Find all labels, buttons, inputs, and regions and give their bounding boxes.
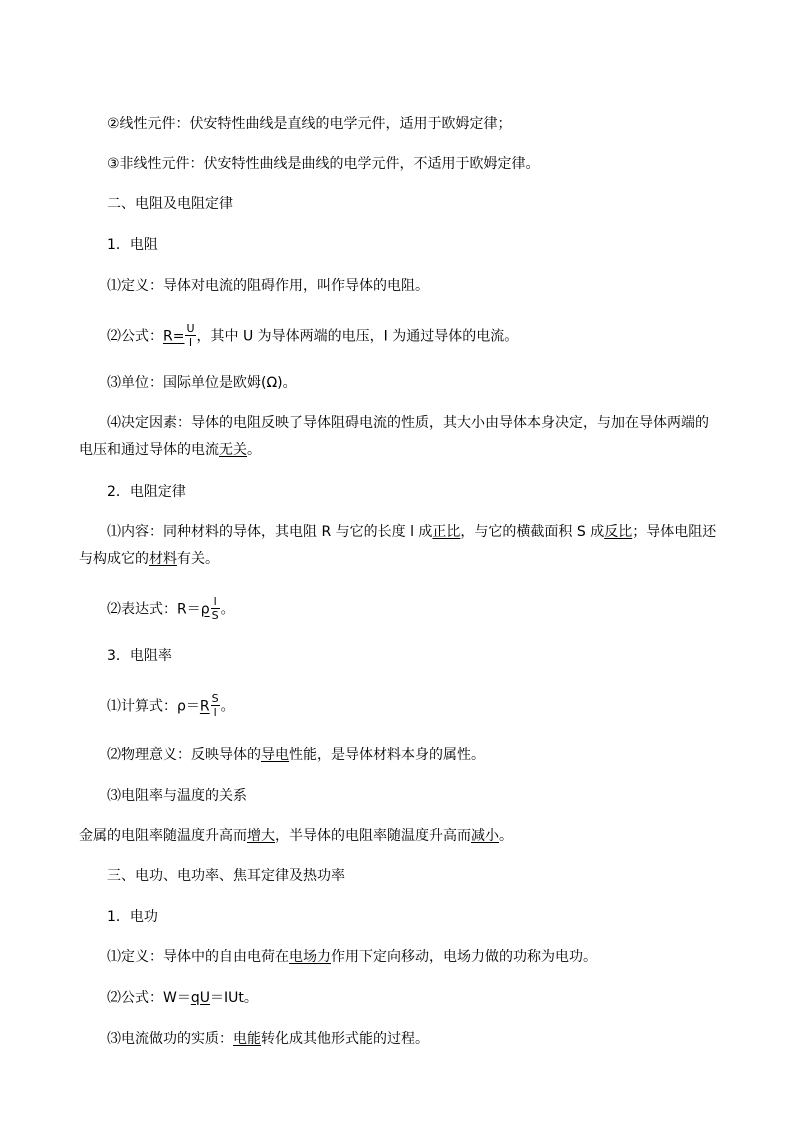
text-segment: 性能，是导体材料本身的属性。 [289, 747, 485, 763]
answer-underlined: qU [190, 990, 210, 1006]
answer-underlined: 反比 [604, 524, 633, 540]
text-segment: ⑴定义：导体中的自由电荷在 [107, 949, 289, 965]
text-segment: ⑴计算式：ρ＝ [107, 698, 200, 715]
text-segment: 。 [499, 828, 513, 844]
section-heading-electric-work: 三、电功、电功率、焦耳定律及热功率 [107, 868, 345, 884]
fraction-numerator: U [186, 322, 195, 335]
formula-explanation: ，其中 U 为导体两端的电压，I 为通过导体的电流。 [196, 328, 519, 345]
answer-underlined: 电场力 [289, 949, 331, 965]
paragraph-work-definition [107, 947, 597, 967]
answer-underlined: 材料 [149, 551, 177, 567]
paragraph-determining-factors-cont [79, 440, 261, 460]
text-segment: ⑵物理意义：反映导体的 [107, 747, 261, 763]
fraction-numerator: S [211, 692, 219, 705]
text-segment: 。 [220, 698, 235, 715]
subheading-resistance-law: 2．电阻定律 [107, 484, 186, 500]
paragraph-linear-element: ②线性元件：伏安特性曲线是直线的电学元件，适用于欧姆定律； [107, 116, 512, 132]
answer-underlined: 正比 [432, 524, 461, 540]
text-segment: ⑵表达式：R＝ [107, 601, 201, 618]
text-segment: 电压和通过导体的电流 [79, 442, 219, 458]
answer-underlined: 无关 [219, 442, 247, 458]
text-segment: 作用下定向移动，电场力做的功称为电功。 [331, 949, 597, 965]
fraction-u-over-i [185, 323, 195, 348]
paragraph-determining-factors: ⑷决定因素：导体的电阻反映了导体阻碍电流的性质，其大小由导体本身决定，与加在导体两端的 [107, 415, 709, 431]
formula-label: ⑵公式： [107, 328, 163, 345]
text-segment: ＝IUt。 [209, 990, 258, 1006]
paragraph-metal-semiconductor [79, 826, 513, 846]
paragraph-physical-meaning [107, 745, 485, 765]
paragraph-unit: ⑶单位：国际单位是欧姆(Ω)。 [107, 375, 297, 391]
paragraph-expression [107, 597, 235, 622]
fraction-denominator: I [188, 336, 193, 349]
text-segment: 转化成其他形式能的过程。 [261, 1031, 429, 1047]
paragraph-law-content-cont [79, 549, 219, 569]
text-segment: 金属的电阻率随温度升高而 [79, 828, 247, 844]
text-segment: ；导体电阻还 [632, 524, 717, 540]
fraction-denominator: S [211, 609, 219, 622]
answer-underlined: 减小 [471, 828, 499, 844]
text-segment: ，与它的横截面积 S 成 [460, 524, 605, 540]
text-segment: ，半导体的电阻率随温度升高而 [275, 828, 471, 844]
fraction-l-over-s [211, 596, 220, 621]
answer-underlined: R [199, 698, 210, 715]
subheading-resistance: 1．电阻 [107, 237, 158, 253]
text-segment: 与构成它的 [79, 551, 149, 567]
text-segment: ⑶电流做功的实质： [107, 1031, 233, 1047]
answer-underlined: 增大 [247, 828, 275, 844]
section-heading-resistance: 二、电阻及电阻定律 [107, 196, 233, 212]
text-segment: 。 [220, 601, 235, 618]
formula-lhs: R= [163, 328, 185, 345]
subheading-electric-work: 1．电功 [107, 909, 158, 925]
paragraph-law-content [107, 522, 716, 542]
text-segment: ⑵公式：W＝ [107, 990, 191, 1006]
answer-underlined: 电能 [233, 1031, 261, 1047]
answer-underlined: ρ [200, 601, 210, 618]
text-segment: 有关。 [177, 551, 219, 567]
text-segment: 。 [247, 442, 261, 458]
paragraph-temperature-relation: ⑶电阻率与温度的关系 [107, 788, 247, 804]
paragraph-work-essence [107, 1029, 429, 1049]
paragraph-formula [107, 324, 518, 349]
text-segment: ⑴内容：同种材料的导体，其电阻 R 与它的长度 l 成 [107, 524, 433, 540]
paragraph-nonlinear-element: ③非线性元件：伏安特性曲线是曲线的电学元件，不适用于欧姆定律。 [107, 156, 540, 172]
fraction-numerator: l [211, 596, 220, 609]
fraction-denominator: l [213, 706, 217, 719]
paragraph-calculation [107, 694, 235, 719]
subheading-resistivity: 3．电阻率 [107, 648, 172, 664]
answer-underlined: 导电 [261, 747, 289, 763]
paragraph-work-formula [107, 988, 258, 1008]
paragraph-definition: ⑴定义：导体对电流的阻碍作用，叫作导体的电阻。 [107, 278, 429, 294]
fraction-s-over-l [211, 693, 220, 718]
